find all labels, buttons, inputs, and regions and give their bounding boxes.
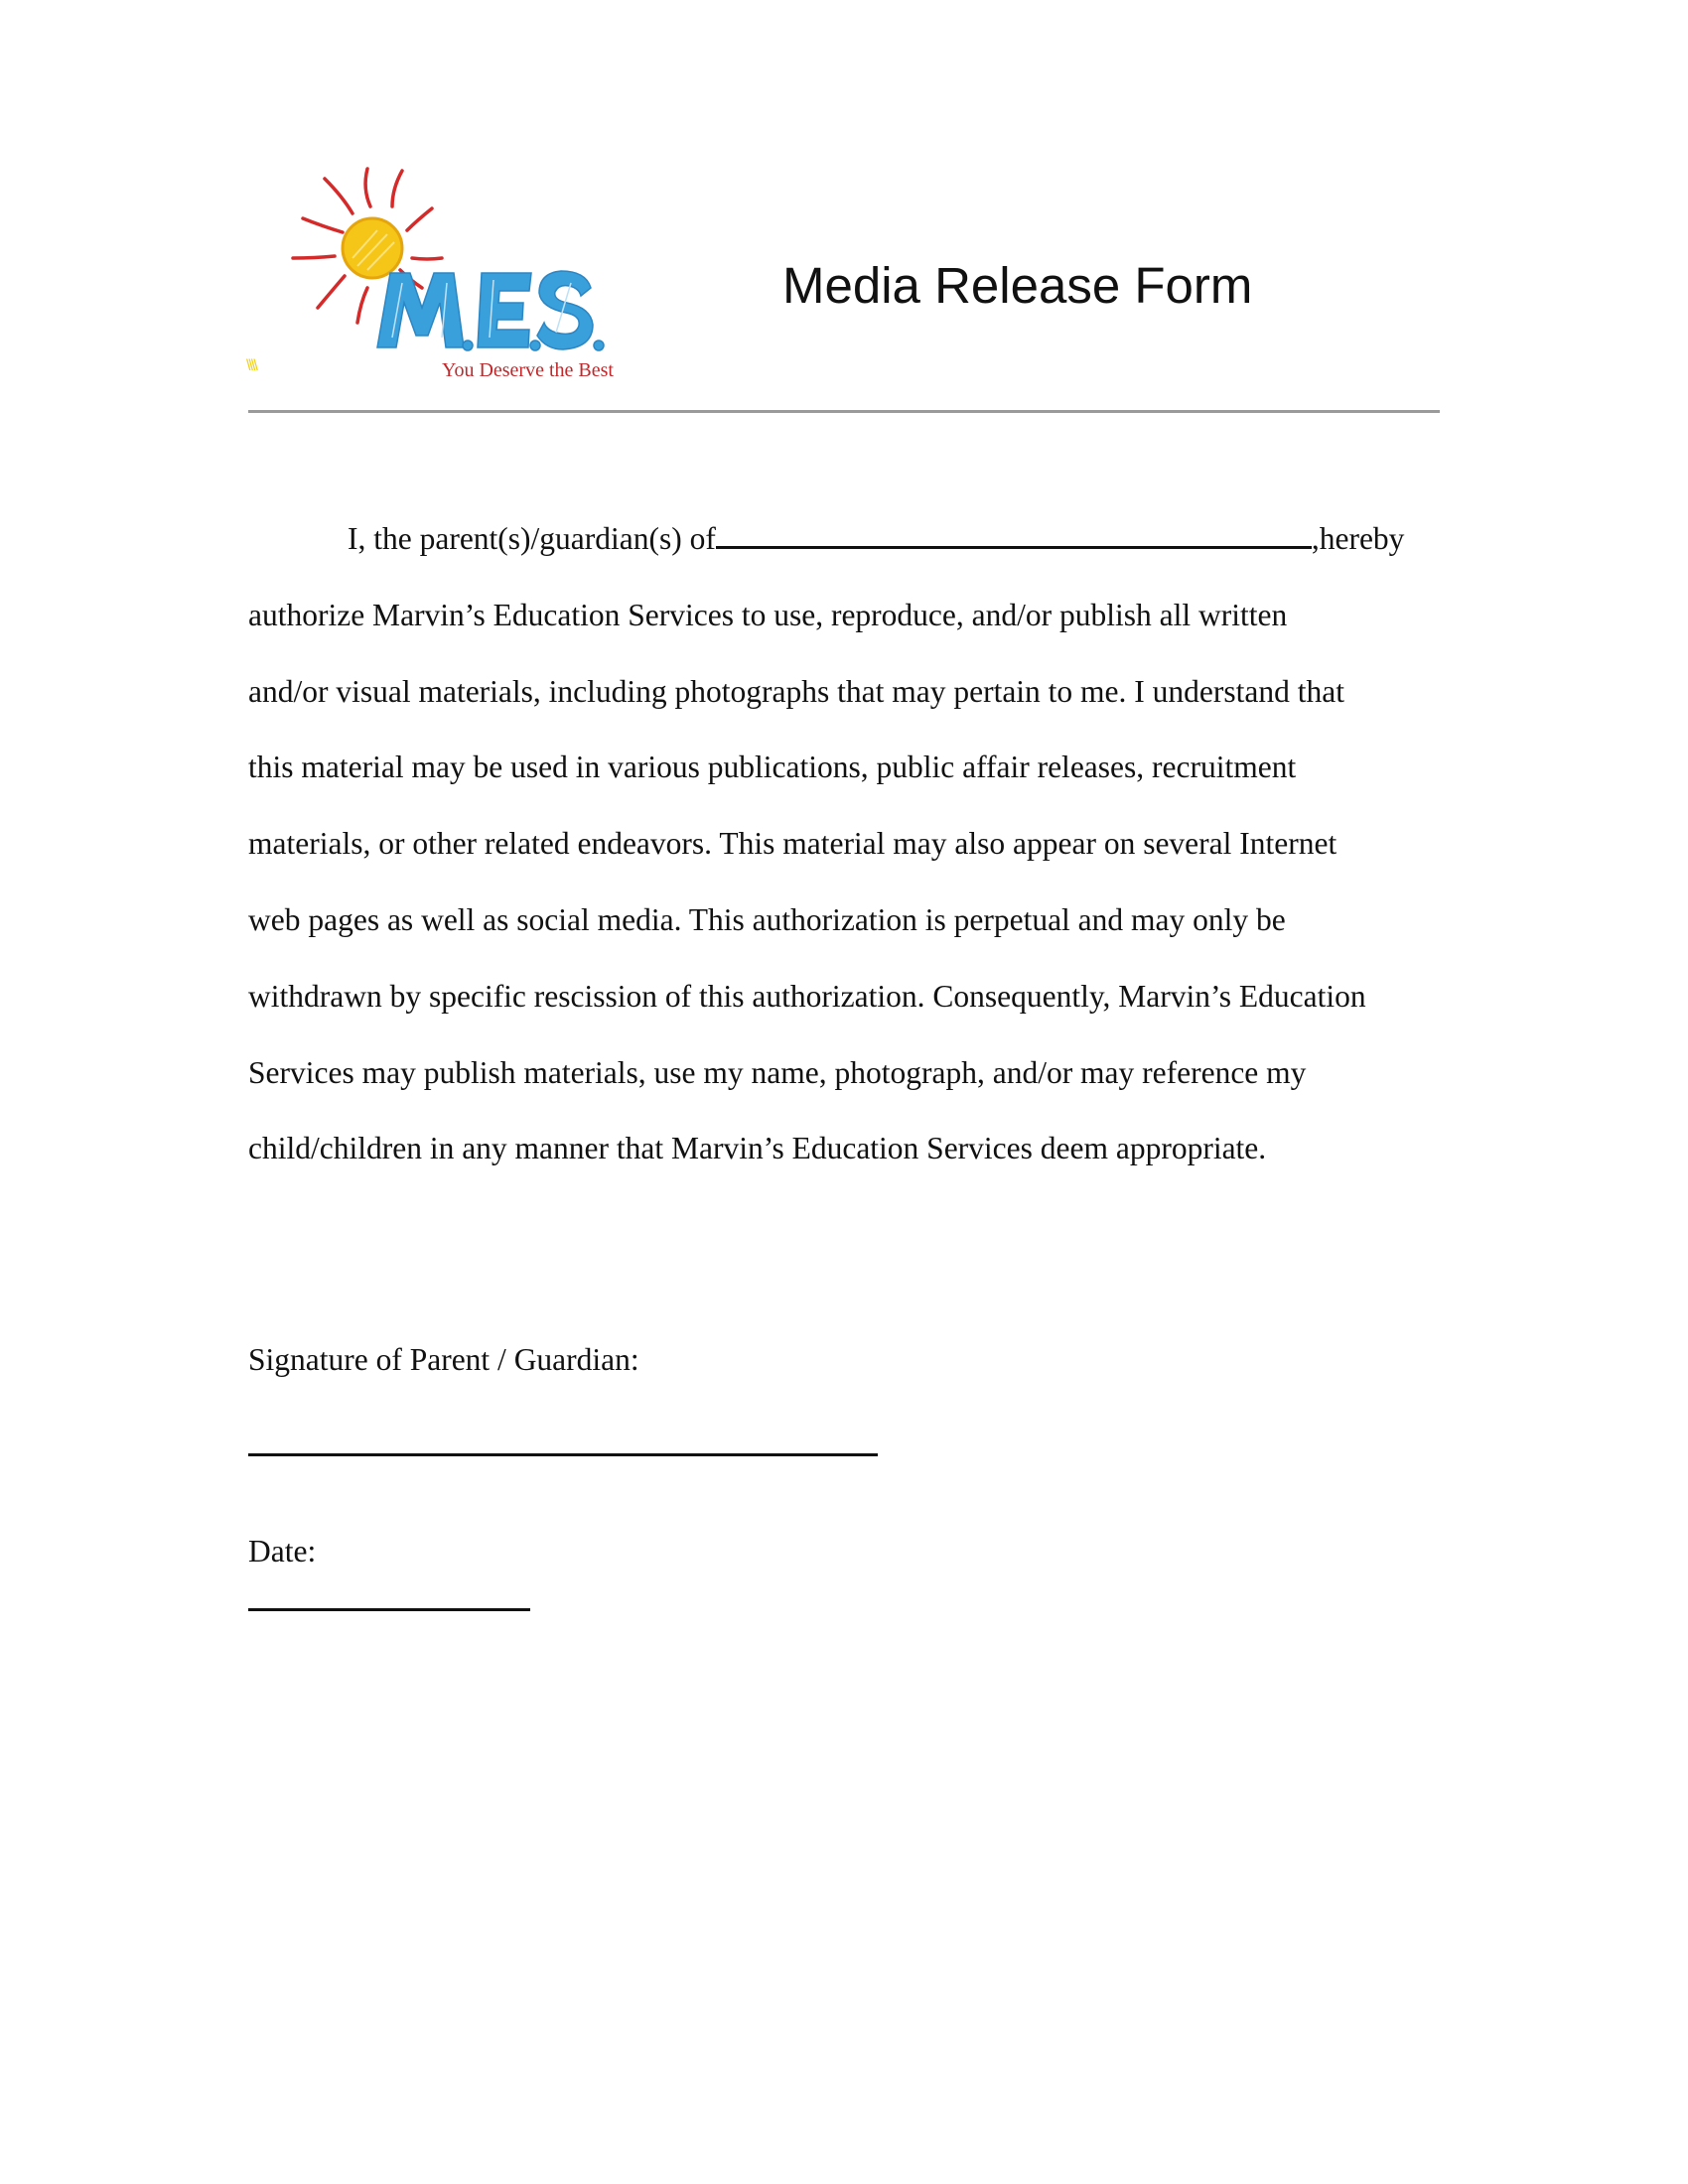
paragraph-line: authorize Marvin’s Education Services to use, reproduce, and/or publish all written: [248, 597, 1288, 632]
date-blank[interactable]: [248, 1608, 530, 1611]
authorization-paragraph: [248, 501, 1440, 1187]
paragraph-line: web pages as well as social media. This authorization is perpetual and may only be: [248, 901, 1286, 937]
logo-decorative-marks: \\\\: [246, 357, 256, 374]
paragraph-line: withdrawn by specific rescission of this authorization. Consequently, Marvin’s Education: [248, 978, 1366, 1014]
line1-prefix: I, the parent(s)/guardian(s) of: [348, 521, 716, 556]
logo-tagline: You Deserve the Best: [442, 359, 614, 381]
child-name-blank[interactable]: [716, 518, 1312, 549]
signature-blank[interactable]: [248, 1453, 878, 1456]
line1-suffix: ,hereby: [1311, 521, 1405, 556]
paragraph-line: and/or visual materials, including photographs that may pertain to me. I understand that: [248, 673, 1344, 709]
paragraph-line: this material may be used in various publications, public affair releases, recruitment: [248, 750, 1297, 785]
date-label: Date:: [248, 1534, 317, 1569]
mes-logo: [243, 159, 614, 387]
header-divider: [248, 410, 1440, 413]
paragraph-line: Services may publish materials, use my name, photograph, and/or may reference my: [248, 1054, 1307, 1090]
paragraph-line: [248, 501, 1440, 578]
paragraph-line: materials, or other related endeavors. This material may also appear on several Internet: [248, 826, 1337, 862]
signature-label: Signature of Parent / Guardian:: [248, 1342, 639, 1377]
mes-wordmark: [243, 159, 611, 387]
paragraph-line: child/children in any manner that Marvin’s Education Services deem appropriate.: [248, 1131, 1267, 1166]
page-title: Media Release Form: [782, 257, 1253, 314]
